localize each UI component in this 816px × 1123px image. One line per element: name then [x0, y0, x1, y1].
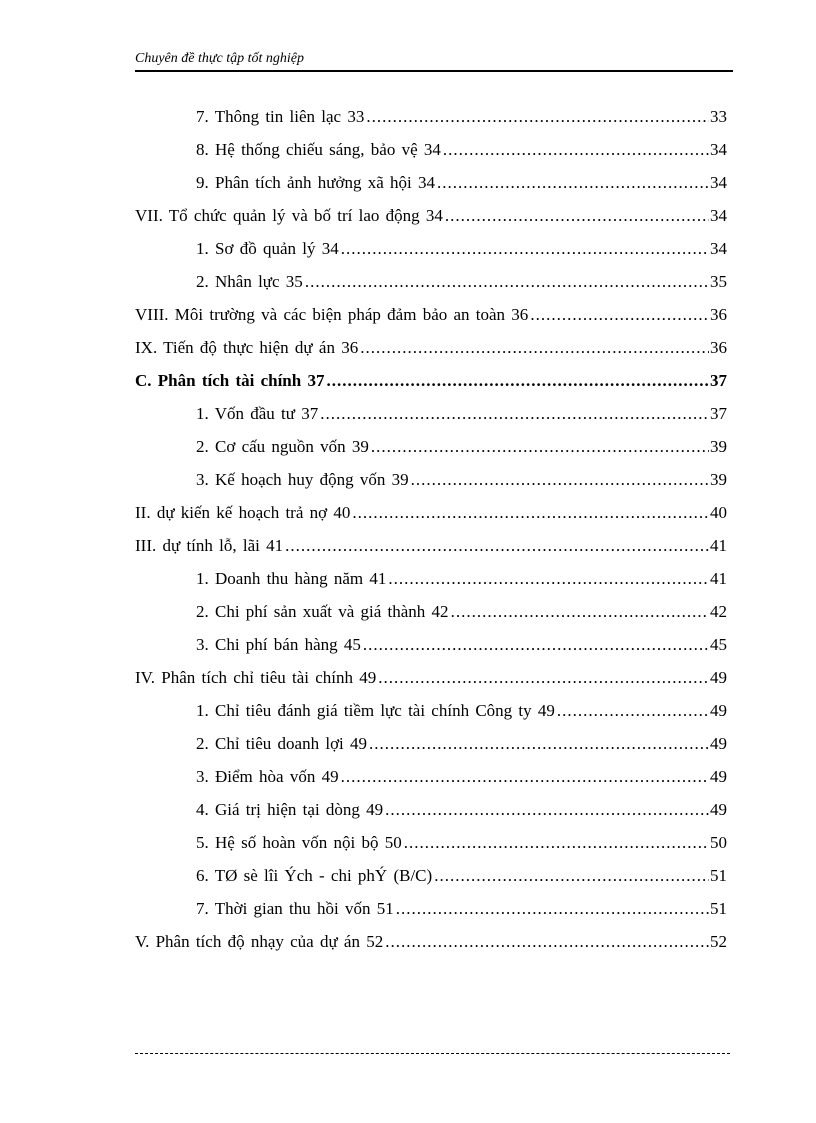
toc-entry[interactable] — [135, 326, 727, 359]
toc-leader-dots — [360, 337, 709, 359]
toc-entry-title: 8. Hệ thống chiếu sáng, bảo vệ 34 — [196, 140, 441, 159]
toc-leader-dots — [437, 172, 709, 194]
toc-leader-dots — [366, 106, 709, 128]
toc-entry-page: 36 — [710, 338, 727, 357]
toc-entry-page: 52 — [710, 932, 727, 951]
toc-entry[interactable] — [196, 887, 727, 920]
toc-entry-page: 36 — [710, 305, 727, 324]
toc-entry-page: 49 — [710, 701, 727, 720]
toc-entry-page: 49 — [710, 767, 727, 786]
toc-entry[interactable] — [196, 260, 727, 293]
toc-leader-dots — [411, 469, 709, 491]
toc-leader-dots — [305, 271, 709, 293]
toc-entry[interactable] — [135, 920, 727, 953]
toc-leader-dots — [341, 238, 709, 260]
toc-entry-page: 34 — [710, 140, 727, 159]
toc-entry-title: 1. Sơ đồ quản lý 34 — [196, 239, 339, 258]
toc-entry[interactable] — [196, 821, 727, 854]
toc-leader-dots — [378, 667, 709, 689]
toc-entry-page: 40 — [710, 503, 727, 522]
toc-entry-title: 6. TØ sè lîi Ých - chi phÝ (B/C) — [196, 866, 433, 885]
toc-entry-page: 34 — [710, 206, 727, 225]
header-title: Chuyên đề thực tập tốt nghiệp — [135, 51, 304, 66]
toc-leader-dots — [434, 865, 709, 887]
toc-entry-title: 2. Chỉ tiêu doanh lợi 49 — [196, 734, 368, 753]
toc-entry[interactable] — [196, 392, 727, 425]
toc-entry-title: 2. Nhân lực 35 — [196, 272, 303, 291]
toc-entry[interactable] — [135, 194, 727, 227]
toc-entry-title: IV. Phân tích chỉ tiêu tài chính 49 — [135, 668, 377, 687]
toc-leader-dots — [285, 535, 709, 557]
toc-entry-title: III. dự tính lỗ, lãi 41 — [135, 536, 284, 555]
toc-entry[interactable] — [196, 590, 727, 623]
toc-leader-dots — [557, 700, 709, 722]
toc-entry-page: 45 — [710, 635, 727, 654]
toc-entry[interactable] — [196, 95, 727, 128]
toc-entry-page: 39 — [710, 437, 727, 456]
toc-entry[interactable] — [196, 425, 727, 458]
toc-leader-dots — [404, 832, 709, 854]
toc-entry-title: 1. Doanh thu hàng năm 41 — [196, 569, 387, 588]
toc-entry-title: II. dự kiến kế hoạch trả nợ 40 — [135, 503, 351, 522]
toc-leader-dots — [385, 799, 709, 821]
toc-entry-title: VII. Tổ chức quản lý và bố trí lao động 34 — [135, 206, 443, 225]
toc-leader-dots — [352, 502, 709, 524]
toc-entry[interactable] — [135, 293, 727, 326]
toc-entry-page: 35 — [710, 272, 727, 291]
toc-entry-page: 33 — [710, 107, 727, 126]
toc-leader-dots — [326, 370, 709, 392]
toc-entry-title: 1. Vốn đầu tư 37 — [196, 404, 319, 423]
toc-entry-page: 49 — [710, 734, 727, 753]
toc-leader-dots — [443, 139, 709, 161]
toc-entry-title: IX. Tiến độ thực hiện dự án 36 — [135, 338, 359, 357]
toc-entry[interactable] — [196, 722, 727, 755]
toc-entry[interactable] — [196, 227, 727, 260]
toc-entry-title: 1. Chỉ tiêu đánh giá tiềm lực tài chính Công ty 49 — [196, 701, 555, 720]
toc-leader-dots — [445, 205, 709, 227]
toc-entry[interactable] — [135, 524, 727, 557]
toc-entry-page: 39 — [710, 470, 727, 489]
toc-entry-title: 3. Chi phí bán hàng 45 — [196, 635, 361, 654]
toc-leader-dots — [396, 898, 709, 920]
toc-entry-page: 51 — [710, 866, 727, 885]
toc-entry-title: 9. Phân tích ảnh hưởng xã hội 34 — [196, 173, 436, 192]
toc-entry-title: 3. Điểm hòa vốn 49 — [196, 767, 339, 786]
toc-entry-title: 2. Cơ cấu nguồn vốn 39 — [196, 437, 369, 456]
toc-entry[interactable] — [196, 557, 727, 590]
toc-entry-page: 51 — [710, 899, 727, 918]
page-header — [135, 50, 733, 72]
toc-entry[interactable] — [135, 359, 727, 392]
toc-entry-title: 7. Thông tin liên lạc 33 — [196, 107, 365, 126]
toc-entry[interactable] — [196, 458, 727, 491]
toc-entry-page: 49 — [710, 800, 727, 819]
toc-entry[interactable] — [196, 128, 727, 161]
toc-entry-title: 4. Giá trị hiện tại dòng 49 — [196, 800, 384, 819]
toc-leader-dots — [530, 304, 709, 326]
toc-entry-page: 37 — [710, 404, 727, 423]
toc-leader-dots — [388, 568, 709, 590]
toc-entry-page: 41 — [710, 536, 727, 555]
toc-entry-page: 49 — [710, 668, 727, 687]
toc-entry[interactable] — [196, 755, 727, 788]
toc-entry[interactable] — [196, 788, 727, 821]
toc-entry-title: 5. Hệ số hoàn vốn nội bộ 50 — [196, 833, 402, 852]
toc-entry-title: 7. Thời gian thu hồi vốn 51 — [196, 899, 394, 918]
toc-entry[interactable] — [196, 623, 727, 656]
toc-entry-page: 42 — [710, 602, 727, 621]
toc-entry[interactable] — [196, 689, 727, 722]
toc-entry-title: V. Phân tích độ nhạy của dự án 52 — [135, 932, 384, 951]
toc-entry[interactable] — [196, 854, 727, 887]
toc-entry-title: C. Phân tích tài chính 37 — [135, 371, 325, 390]
toc-entry-title: 2. Chi phí sản xuất và giá thành 42 — [196, 602, 449, 621]
toc-entry[interactable] — [135, 656, 727, 689]
footer-divider — [135, 1053, 730, 1054]
toc-leader-dots — [363, 634, 709, 656]
toc-leader-dots — [320, 403, 709, 425]
toc-leader-dots — [385, 931, 709, 953]
toc-entry[interactable] — [135, 491, 727, 524]
toc-leader-dots — [341, 766, 709, 788]
toc-leader-dots — [371, 436, 709, 458]
toc-entry-page: 41 — [710, 569, 727, 588]
toc-entry-title: 3. Kế hoạch huy động vốn 39 — [196, 470, 409, 489]
toc-entry-page: 34 — [710, 239, 727, 258]
toc-leader-dots — [369, 733, 709, 755]
toc-entry-page: 37 — [710, 371, 727, 390]
toc-entry-page: 50 — [710, 833, 727, 852]
toc-entry-page: 34 — [710, 173, 727, 192]
toc-entry-title: VIII. Môi trường và các biện pháp đảm bảo an toàn 36 — [135, 305, 529, 324]
toc-leader-dots — [451, 601, 709, 623]
toc-entry[interactable] — [196, 161, 727, 194]
